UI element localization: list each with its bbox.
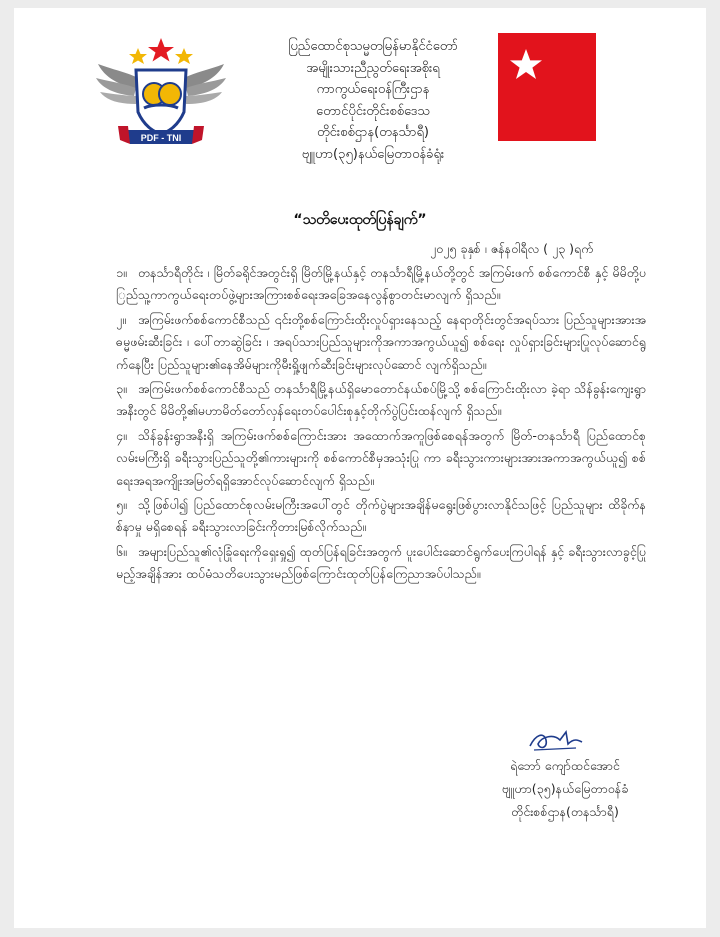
paragraph-text: တနင်္သာရီတိုင်း ၊ မြိတ်ခရိုင်အတွင်းရှိ မြိတ်မြို့နယ်နှင့် တနင်္သာရီမြို့နယ်တို့တွင် အကြမ်းဖက် စစ်ကောင်စီ နှင့် မိမိတို့ပြည်သူ့ကာကွယ်ရေးတပ်ဖွဲ့များအကြားစစ်ရေးအခြေအနေလွန်စွာတင်းမာလျက် ရှိသည်။: [116, 265, 646, 303]
statement-date: ၂၀၂၅ ခုနှစ် ၊ ဇန်နဝါရီလ ( ၂၃ )ရက်: [430, 241, 594, 256]
signatory-unit: တိုင်းစစ်ဌာန(တနင်္သာရီ): [511, 804, 619, 819]
header-line: တိုင်းစစ်ဌာန(တနင်္သာရီ): [317, 125, 429, 140]
statement-title: “သတိပေးထုတ်ပြန်ချက်”: [293, 212, 427, 228]
paragraph-text: အကြမ်းဖက်စစ်ကောင်စီသည် တနင်္သာရီမြို့နယ်ရှိမောတောင်နယ်စပ်မြို့သို့ စစ်ကြောင်းထိုးလာ ခဲ့ရာ သိန်ခွန်းကျေးရွာအနီးတွင် မိမိတို့၏မဟာမိတ်တော်လှန်ရေးတပ်ပေါင်းစုနှင့်တိုက်ပွဲပြင်းထန်လျက် ရှိသည်။: [116, 381, 646, 419]
header-line: အမျိုးသားညီညွတ်ရေးအစိုးရ: [306, 60, 440, 76]
paragraph-text: သိန်ခွန်းရွာအနီးရှိ အကြမ်းဖက်စစ်ကြောင်းအား အထောက်အကူဖြစ်စေရန်အတွက် မြိတ်-တနင်္သာရီ ပြည်ထောင်စုလမ်းမကြီးရှိ ခရီးသွားပြည်သူတို့၏ကားများကို စစ်ကောင်စီမှအသုံးပြု ကာ ခရီးသွားကားများအားအကာအကွယ်ယူ၍ စစ်ရေးအရအကျိုးအမြတ်ရရှိအောင်လုပ်ဆောင်လျက် ရှိသည်။: [116, 427, 646, 488]
signatory-name: ရဲဘော် ကျော်ထင်အောင်: [510, 758, 620, 773]
paragraph-text: သို့ဖြစ်ပါ၍ ပြည်ထောင်စုလမ်းမကြီးအပေါ်တွင် တိုက်ပွဲများအချိန်မရွေးဖြစ်ပွားလာနိုင်သဖြင့် ပြည်သူများ ထိခိုက်နစ်နာမှု မရှိစေရန် ခရီးသွားလာခြင်းကိုတားမြစ်လိုက်သည်။: [116, 497, 646, 535]
handwritten-signature: [526, 726, 586, 754]
logo-caption: PDF - TNI: [140, 133, 182, 143]
paragraph: [116, 309, 646, 376]
paragraph-number: ၆။: [116, 543, 127, 559]
paragraph-number: ၁။: [116, 265, 127, 280]
paragraph-number: ၅။: [116, 497, 127, 513]
star-icon: [508, 47, 544, 83]
paragraph: [116, 541, 646, 586]
signature-block: [480, 754, 650, 823]
paragraph: [116, 378, 646, 423]
header-line: ကာကွယ်ရေးဝန်ကြီးဌာန: [316, 82, 430, 97]
header-line: ပြည်ထောင်စုသမ္မတမြန်မာနိုင်ငံတော်: [288, 39, 458, 54]
pdf-tni-logo: [96, 34, 226, 154]
signatory-title: ဗျူဟာ(၃၅)နယ်မြေတာဝန်ခံ: [501, 781, 629, 796]
paragraph: [116, 494, 646, 539]
nug-flag: [498, 33, 596, 141]
paragraph-number: ၄။: [116, 427, 127, 443]
paragraph-number: ၂။: [116, 311, 126, 327]
paragraph-number: ၃။: [116, 381, 127, 397]
header-line: တောင်ပိုင်းတိုင်းစစ်ဒေသ: [316, 103, 430, 119]
paragraph: [116, 262, 646, 307]
paragraph: [116, 425, 646, 492]
organization-header: [238, 36, 508, 165]
paragraph-text: အများပြည်သူ၏လုံခြုံရေးကိုရှေးရှု၍ ထုတ်ပြန်ရခြင်းအတွက် ပူးပေါင်းဆောင်ရွက်ပေးကြပါရန် နှင့် ခရီးသွားလာခွင့်ပြုမည့်အချိန်အား ထပ်မံသတိပေးသွားမည်ဖြစ်ကြောင်းထုတ်ပြန်ကြေညာအပ်ပါသည်။: [116, 543, 646, 582]
statement-body: [116, 262, 646, 588]
header-line: ဗျူဟာ(၃၅)နယ်မြေတာဝန်ခံရုံး: [301, 146, 445, 162]
paragraph-text: အကြမ်းဖက်စစ်ကောင်စီသည် ၎င်းတို့စစ်ကြောင်းထိုးလှုပ်ရှားနေသည့် နေရာတိုင်းတွင်အရပ်သား ပြည်သူများအားအဓမ္မဖမ်းဆီးခြင်း ၊ ပေါ်တာဆွဲခြင်း ၊ အရပ်သားပြည်သူများကိုအကာအကွယ်ယူ၍ စစ်ရေး လှုပ်ရှားခြင်းများပြုလုပ်ဆောင်ရွက်နေပြီး ပြည်သူများ၏နေအိမ်များကိုမီးရှို့ဖျက်ဆီးခြင်းများလုပ်ဆောင် လျက်ရှိသည်။: [116, 311, 646, 372]
